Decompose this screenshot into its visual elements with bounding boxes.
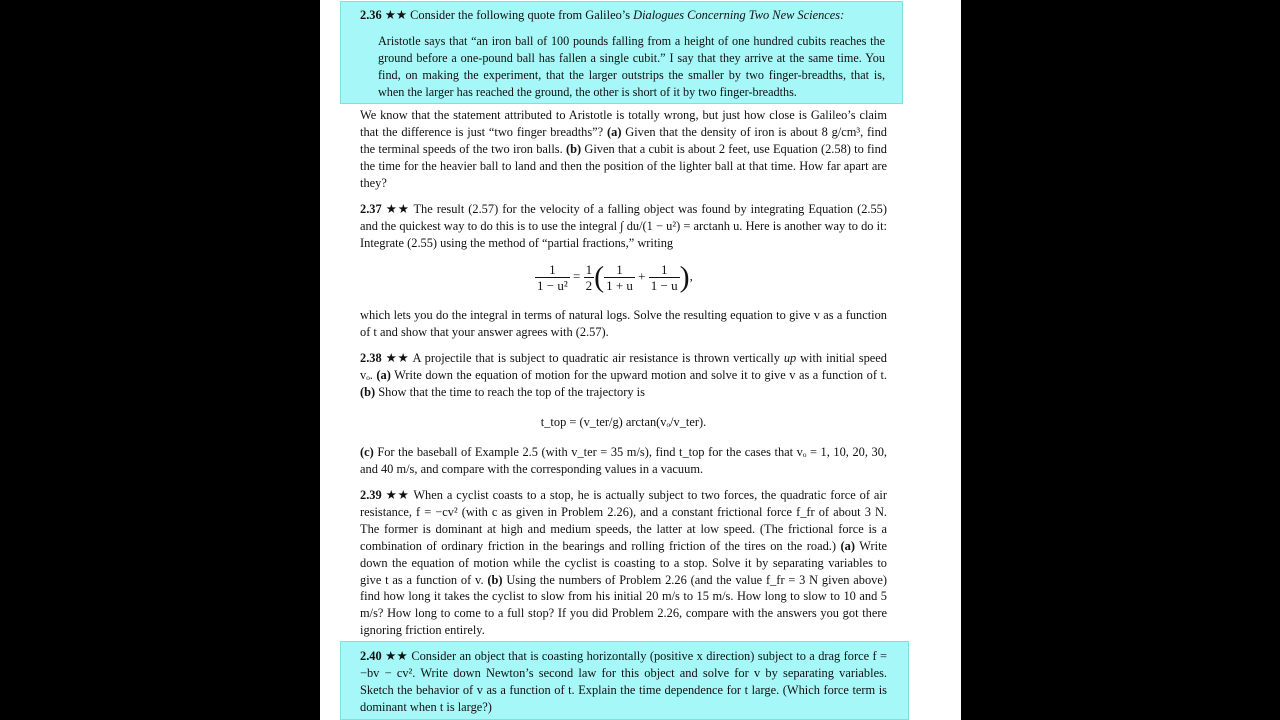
t-top-equation: t_top = (v_ter/g) arctan(vₒ/v_ter). — [540, 415, 707, 429]
fraction-term-2: $\frac{1}{1 - u}$ — [650, 262, 678, 293]
problem-number: 2.36 — [360, 8, 382, 22]
fraction-lhs: $\frac{1}{\text{1 − u²}}$ — [537, 262, 568, 293]
textbook-page — [320, 0, 961, 720]
fraction-half: $\frac{1}{2}$ — [585, 262, 593, 293]
difficulty-stars: ★★ — [385, 649, 408, 663]
problem-2-36-header: 2.36 ★★ Consider the following quote from Galileo’s Dialogues Concerning Two New Sciences: — [360, 8, 845, 22]
problem-number: 2.37 — [360, 202, 382, 216]
difficulty-stars: ★★ — [385, 202, 410, 216]
problem-number: 2.39 — [360, 488, 382, 502]
problem-2-37-text-1: 2.37 ★★ The result (2.57) for the velocity of a falling object was found by integrating Equation (2.55) and the quickest way to do this is to use the integral ∫ du/(1 − u²) = arctanh u. Here is another way to do it: Integrate (2.55) using the method of “partial fractions,” writing — [360, 202, 887, 250]
problem-2-36-body: We know that the statement attributed to Aristotle is totally wrong, but just how close is Galileo’s claim that the difference is just “two finger breadths”? (a) Given that the density of iron is about 8 g/cm³, find the terminal speeds of the two iron balls. (b) Given that a cubit is about 2 feet, use Equation (2.58) to find the time for the heavier ball to land and then the position of the lighter ball at that time. How far apart are they? — [360, 108, 887, 190]
galileo-quote: Aristotle says that “an iron ball of 100 pounds falling from a height of one hundred cubits reaches the ground before a one-pound ball has fallen a single cubit.” I say that they arrive at the same time. You find, on making the experiment, that the larger outstrips the smaller by two finger-breadths, that is, when the larger has reached the ground, the other is short of it by two finger-breadths. — [378, 34, 885, 99]
difficulty-stars: ★★ — [385, 351, 410, 365]
difficulty-stars: ★★ — [384, 8, 408, 22]
problem-number: 2.38 — [360, 351, 382, 365]
problem-2-40: 2.40 ★★ Consider an object that is coasting horizontally (positive x direction) subject to a drag force f = −bv − cv². Write down Newton’s second law for this object and solve for v by separating variables. Sketch the behavior of v as a function of t. Explain the time dependence for t large. (Which force term is dominant when t is large?) — [360, 649, 887, 714]
problem-2-38-text-1: 2.38 ★★ A projectile that is subject to quadratic air resistance is thrown vertically up with initial speed vₒ. (a) Write down the equation of motion for the upward motion and solve it to give v as a function of t. (b) Show that the time to reach the top of the trajectory is — [360, 351, 888, 399]
fraction-term-1: $\frac{1}{1 + u}$ — [606, 262, 633, 293]
difficulty-stars: ★★ — [385, 488, 410, 502]
problem-number: 2.40 — [360, 649, 382, 663]
problem-2-39: 2.39 ★★ When a cyclist coasts to a stop, he is actually subject to two forces, the quadratic force of air resistance, f = −cv² (with c as given in Problem 2.26), and a constant frictional force f_fr of about 3 N. The former is dominant at high and medium speeds, the latter at low speed. (The frictional force is a combination of ordinary friction in the bearings and rolling friction of the tires on the road.) (a) Write down the equation of motion while the cyclist is coasting to a stop. Solve it by separating variables to give t as a function of v. (b) Using the numbers of Problem 2.26 (and the value f_fr = 3 N given above) find how long it takes the cyclist to slow from his initial 20 m/s to 15 m/s. How long to slow to 10 and 5 m/s? How long to come to a full stop? If you did Problem 2.26, compare with the answers you got there ignoring friction entirely. — [360, 488, 888, 638]
problem-2-37-text-2: which lets you do the integral in terms of natural logs. Solve the resulting equation to give v as a function of t and show that your answer agrees with (2.57). — [360, 308, 887, 339]
problem-2-38-text-2: (c) For the baseball of Example 2.5 (with v_ter = 35 m/s), find t_top for the cases that vₒ = 1, 10, 20, 30, and 40 m/s, and compare with the corresponding values in a vacuum. — [360, 445, 887, 476]
book-title: Dialogues Concerning Two New Sciences: — [633, 8, 845, 22]
partial-fractions-equation: $\frac{1}{\text{1 − u²}}$ = $\frac{1}{2}$ ( $\frac{1}{1 + u}$ + $\frac{1}{1 - u}$ ), — [537, 260, 693, 294]
